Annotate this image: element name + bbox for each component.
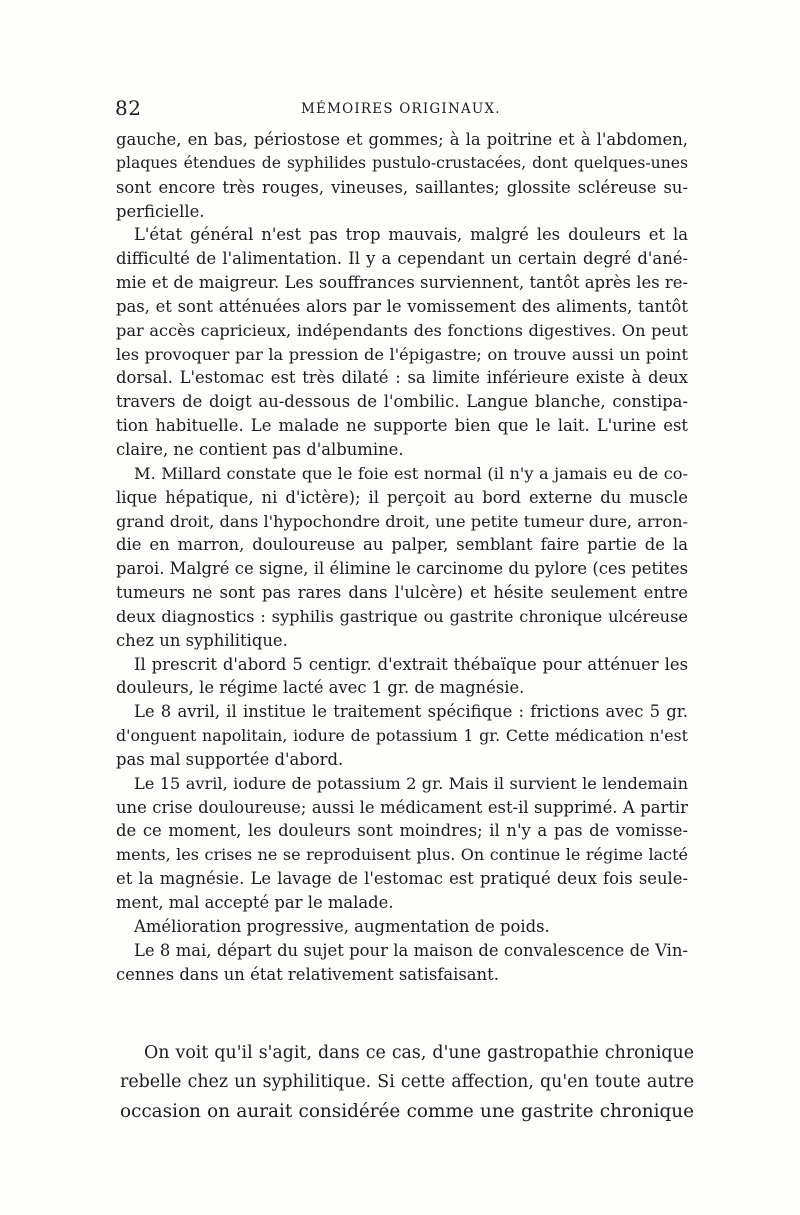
text-line: douleurs, le régime lacté avec 1 gr. de magnésie. bbox=[116, 678, 525, 698]
text-line: Le 8 mai, départ du sujet pour la maison de convalescence de Vin- bbox=[134, 940, 688, 960]
text-line: tumeurs ne sont pas rares dans l'ulcère) et hésite seulement entre bbox=[116, 583, 688, 603]
text-line: Il prescrit d'abord 5 centigr. d'extrait thébaïque pour atténuer les bbox=[134, 654, 688, 674]
text-line: une crise douloureuse; aussi le médicament est-il supprimé. A partir bbox=[116, 797, 688, 817]
text-line: Le 8 avril, il institue le traitement spécifique : frictions avec 5 gr. bbox=[134, 702, 688, 722]
text-line: die en marron, douloureuse au palper, semblant faire partie de la bbox=[116, 535, 688, 555]
text-line: difficulté de l'alimentation. Il y a cependant un certain degré d'ané- bbox=[116, 249, 688, 269]
text-line: et la magnésie. Le lavage de l'estomac est pratiqué deux fois seule- bbox=[116, 869, 688, 889]
conclusion-line: occasion on aurait considérée comme une gastrite chronique bbox=[120, 1101, 694, 1122]
text-line: par accès capricieux, indépendants des fonctions digestives. On peut bbox=[116, 320, 688, 340]
text-line: pas mal supportée d'abord. bbox=[116, 749, 344, 769]
text-line: ment, mal accepté par le malade. bbox=[116, 893, 394, 912]
text-line: perficielle. bbox=[116, 201, 205, 221]
running-title: MÉMOIRES ORIGINAUX. bbox=[301, 101, 501, 117]
conclusion-paragraph bbox=[120, 1039, 694, 1126]
text-line: tion habituelle. Le malade ne supporte bien que le lait. L'urine est bbox=[116, 416, 688, 436]
text-line: mie et de maigreur. Les souffrances surviennent, tantôt après les re- bbox=[116, 273, 688, 293]
text-line: dorsal. L'estomac est très dilaté : sa limite inférieure existe à deux bbox=[116, 368, 688, 388]
text-line: Amélioration progressive, augmentation de poids. bbox=[134, 916, 550, 936]
text-line: lique hépatique, ni d'ictère); il perçoit au bord externe du muscle bbox=[116, 487, 688, 507]
text-line: les provoquer par la pression de l'épigastre; on trouve aussi un point bbox=[116, 344, 688, 364]
text-line: sont encore très rouges, vineuses, saillantes; glossite scléreuse su- bbox=[116, 177, 688, 197]
text-line: deux diagnostics : syphilis gastrique ou gastrite chronique ulcéreuse bbox=[116, 606, 688, 626]
text-line: ments, les crises ne se reproduisent plus. On continue le régime lacté bbox=[116, 845, 688, 865]
text-line: claire, ne contient pas d'albumine. bbox=[116, 439, 404, 459]
text-line: M. Millard constate que le foie est normal (il n'y a jamais eu de co- bbox=[134, 463, 688, 483]
text-line: d'onguent napolitain, iodure de potassium 1 gr. Cette médication n'est bbox=[116, 726, 688, 746]
text-line: gauche, en bas, périostose et gommes; à la poitrine et à l'abdomen, bbox=[116, 130, 688, 149]
text-line: Le 15 avril, iodure de potassium 2 gr. Mais il survient le lendemain bbox=[134, 773, 688, 793]
case-report-text bbox=[116, 128, 688, 986]
conclusion-line: rebelle chez un syphilitique. Si cette affection, qu'en toute autre bbox=[120, 1072, 694, 1092]
text-line: L'état général n'est pas trop mauvais, malgré les douleurs et la bbox=[134, 225, 688, 245]
text-line: cennes dans un état relativement satisfaisant. bbox=[116, 964, 499, 984]
text-line: paroi. Malgré ce signe, il élimine le carcinome du pylore (ces petites bbox=[116, 559, 688, 579]
text-line: chez un syphilitique. bbox=[116, 630, 288, 650]
conclusion-line: On voit qu'il s'agit, dans ce cas, d'une gastropathie chronique bbox=[144, 1043, 694, 1063]
text-line: de ce moment, les douleurs sont moindres; il n'y a pas de vomisse- bbox=[116, 821, 688, 841]
text-line: pas, et sont atténuées alors par le vomissement des aliments, tantôt bbox=[116, 296, 688, 316]
text-line: travers de doigt au-dessous de l'ombilic. Langue blanche, constipa- bbox=[116, 392, 688, 412]
text-line: plaques étendues de syphilides pustulo-crustacées, dont quelques-unes bbox=[116, 153, 688, 172]
page-number: 82 bbox=[115, 96, 142, 120]
running-head bbox=[115, 96, 695, 120]
text-line: grand droit, dans l'hypochondre droit, une petite tumeur dure, arron- bbox=[116, 511, 688, 531]
